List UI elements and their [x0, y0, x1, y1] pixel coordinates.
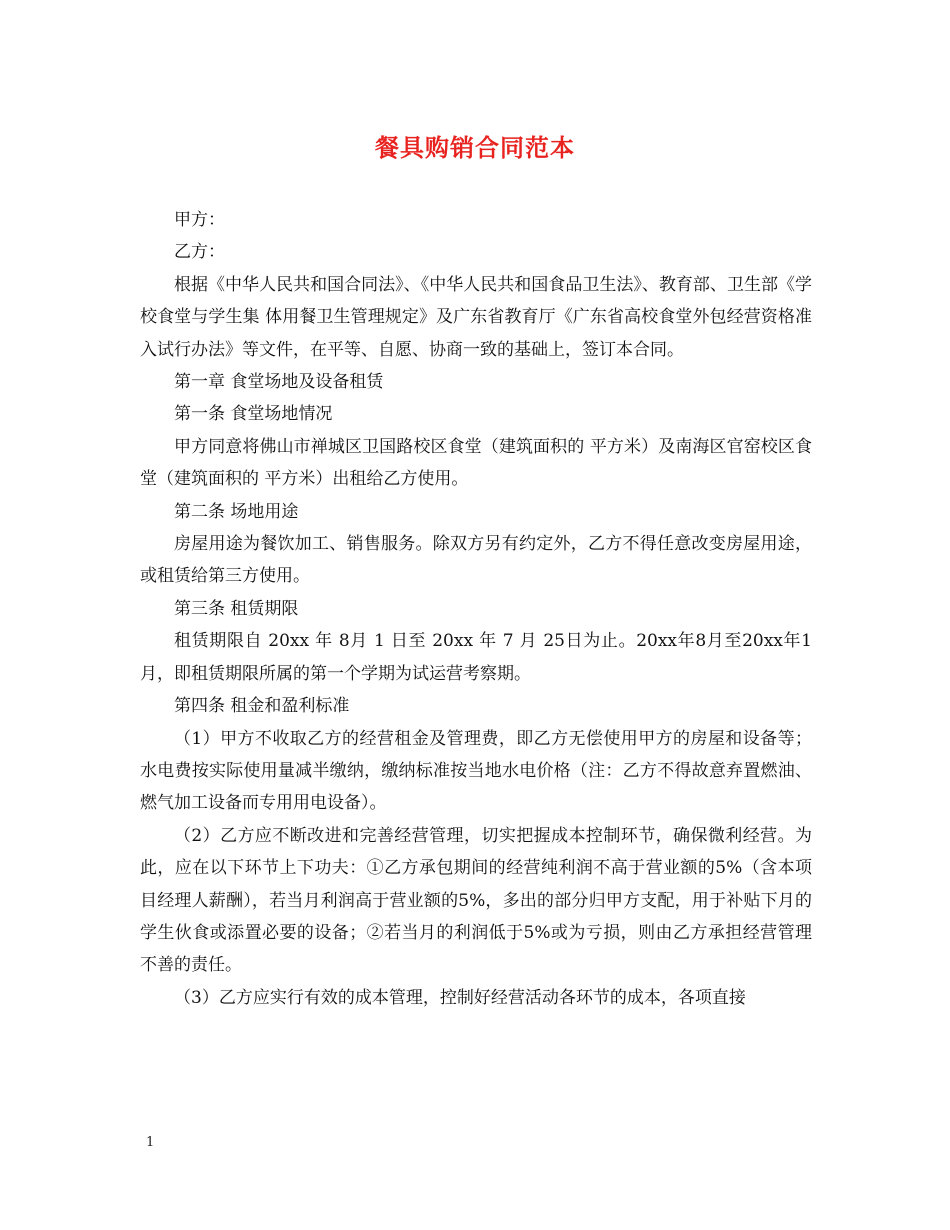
paragraph-party-a: 甲方：: [174, 210, 225, 230]
clause-item: （1）甲方不收取乙方的经营租金及管理费，即乙方无偿使用甲方的房屋和设备等；水电费按实际使用量减半缴纳，缴纳标准按当地水电价格（注：乙方不得故意弃置燃油、燃气加工设备而专用用电设备）。: [140, 728, 812, 814]
article-heading: 第三条 租赁期限: [174, 598, 299, 619]
document-body: [140, 204, 812, 1014]
chapter-heading: 第一章 食堂场地及设备租赁: [174, 372, 384, 393]
paragraph-usage: 房屋用途为餐饮加工、销售服务。除双方另有约定外，乙方不得任意改变房屋用途，或租赁给第三方使用。: [140, 534, 812, 587]
clause-item: （3）乙方应实行有效的成本管理，控制好经营活动各环节的成本，各项直接: [174, 987, 746, 1008]
paragraph-party-b: 乙方：: [174, 242, 225, 263]
paragraph-term: 租赁期限自 20xx 年 8月 1 日至 20xx 年 7 月 25日为止。20xx年8月至20xx年1月，即租赁期限所属的第一个学期为试运营考察期。: [140, 631, 812, 684]
page-number: 1: [146, 1135, 155, 1150]
paragraph-premises: 甲方同意将佛山市禅城区卫国路校区食堂（建筑面积的 平方米）及南海区官窑校区食堂（建筑面积的 平方米）出租给乙方使用。: [140, 436, 812, 490]
paragraph-preamble: 根据《中华人民共和国合同法》、《中华人民共和国食品卫生法》、教育部、卫生部《学校食堂与学生集 体用餐卫生管理规定》及广东省教育厅《广东省高校食堂外包经营资格准入试行办法》等文件，在平等、自愿、协商一致的基础上，签订本合同。: [140, 274, 812, 360]
article-heading: 第一条 食堂场地情况: [174, 404, 333, 425]
article-heading: 第二条 场地用途: [174, 501, 299, 522]
article-heading: 第四条 租金和盈利标准: [174, 696, 350, 717]
document-title: 餐具购销合同范本: [375, 133, 575, 162]
clause-item: （2）乙方应不断改进和完善经营管理，切实把握成本控制环节，确保微利经营。为此，应在以下环节上下功夫：①乙方承包期间的经营纯利润不高于营业额的5%（含本项目经理人薪酬），若当月利润高于营业额的5%，多出的部分归甲方支配，用于补贴下月的学生伙食或添置必要的设备；②若当月的利润低于5%或为亏损，则由乙方承担经营管理不善的责任。: [140, 825, 812, 976]
